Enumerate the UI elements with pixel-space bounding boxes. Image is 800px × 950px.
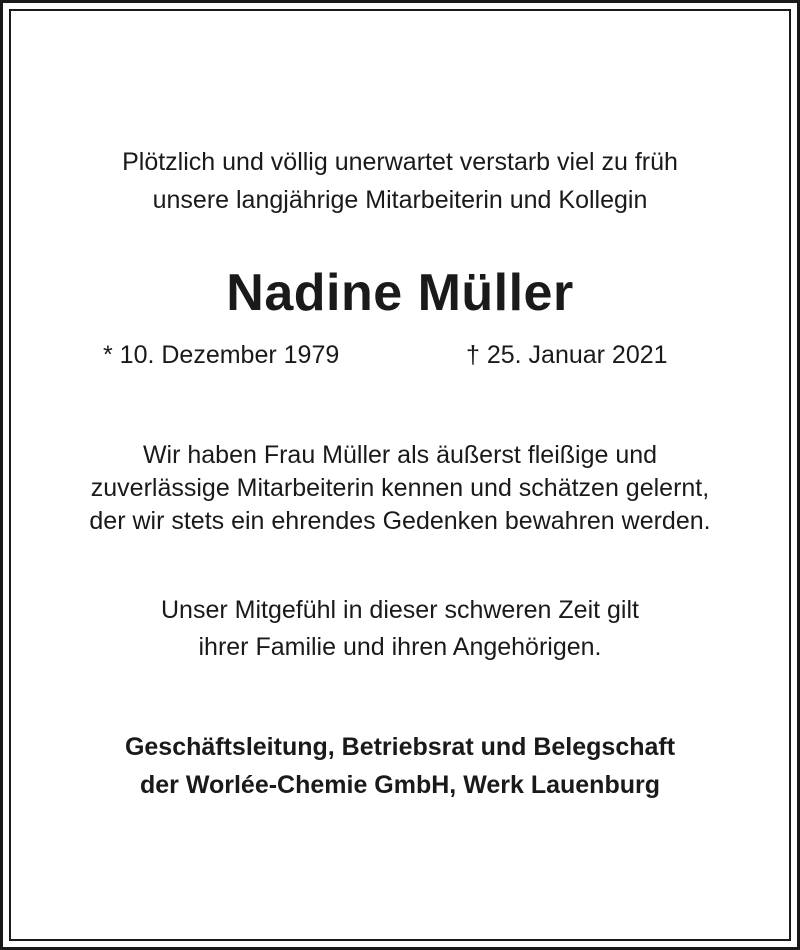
birth-date: * 10. Dezember 1979 <box>103 341 340 369</box>
tribute-line-3: der wir stets ein ehrendes Gedenken bewahren werden. <box>89 507 711 535</box>
tribute-line-2: zuverlässige Mitarbeiterin kennen und schätzen gelernt, <box>90 474 710 502</box>
tribute-line-1: Wir haben Frau Müller als äußerst fleißige und <box>142 441 658 469</box>
signature-line-2: der Worlée-Chemie GmbH, Werk Lauenburg <box>139 771 660 799</box>
life-dates <box>11 340 789 370</box>
intro-line-2: unsere langjährige Mitarbeiterin und Kollegin <box>152 186 648 214</box>
deceased-name: Nadine Müller <box>226 264 574 322</box>
condolence-line-2: ihrer Familie und ihren Angehörigen. <box>198 633 602 661</box>
death-date: † 25. Januar 2021 <box>466 341 668 369</box>
intro-line-1: Plötzlich und völlig unerwartet verstarb viel zu früh <box>122 148 678 176</box>
signature-line-1: Geschäftsleitung, Betriebsrat und Belegschaft <box>124 733 676 761</box>
condolence-line-1: Unser Mitgefühl in dieser schweren Zeit gilt <box>161 596 639 624</box>
